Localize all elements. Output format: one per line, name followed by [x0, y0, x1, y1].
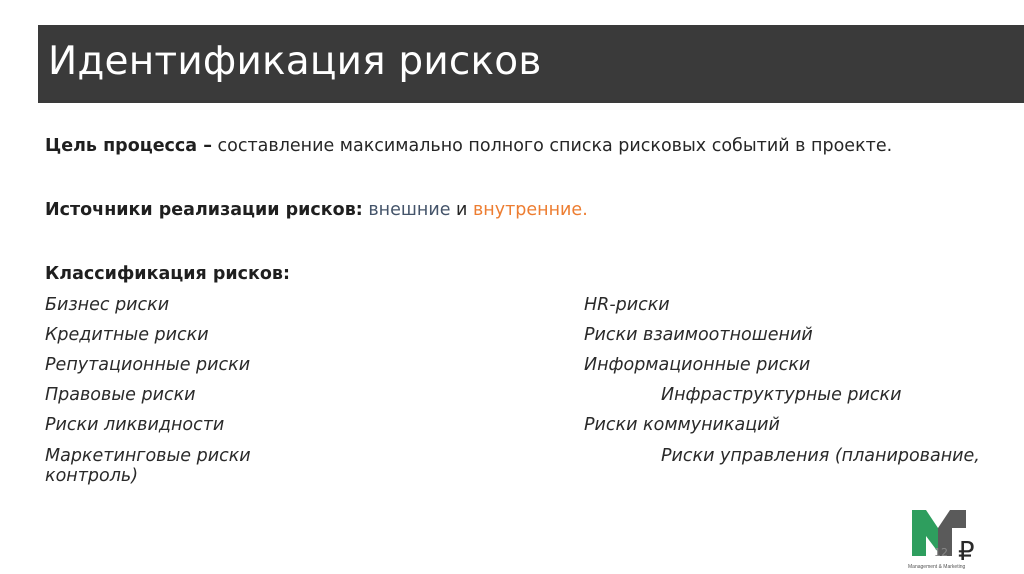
slide-title: Идентификация рисков: [48, 39, 542, 84]
goal-label: Цель процесса –: [45, 136, 212, 156]
sources-line: [45, 200, 588, 220]
list-item-information: Информационные риски: [584, 355, 811, 375]
sources-label: Источники реализации рисков:: [45, 200, 363, 220]
page-number: 12: [934, 546, 948, 559]
list-item-communications: Риски коммуникаций: [584, 415, 780, 435]
list-item-hr: HR-риски: [584, 295, 670, 315]
list-item-legal: Правовые риски: [45, 385, 196, 405]
list-item-relationships: Риски взаимоотношений: [584, 325, 813, 345]
list-item-business: Бизнес риски: [45, 295, 170, 315]
list-item-liquidity: Риски ликвидности: [45, 415, 225, 435]
list-item-management: Риски управления (планирование,: [661, 446, 980, 466]
list-item-reputation: Репутационные риски: [45, 355, 251, 375]
classification-label: Классификация рисков:: [45, 264, 290, 284]
list-item-infrastructure: Инфраструктурные риски: [661, 385, 902, 405]
sources-internal: внутренние.: [472, 200, 588, 220]
title-bar: [38, 25, 1024, 103]
sources-external: внешние: [368, 200, 451, 220]
goal-text: составление максимально полного списка рисковых событий в проекте.: [211, 136, 893, 156]
logo-ruble-glyph: ₽: [958, 536, 975, 566]
list-item-credit: Кредитные риски: [45, 325, 209, 345]
sources-and: и: [450, 200, 473, 220]
mp-logo-icon: [908, 506, 980, 570]
list-item-control: контроль): [45, 466, 139, 486]
list-item-marketing: Маркетинговые риски: [45, 446, 251, 466]
logo-graphic: [908, 506, 980, 570]
classification-heading: [45, 264, 290, 284]
logo-caption: Management & Marketing: [908, 564, 966, 570]
goal-line: [45, 136, 892, 156]
